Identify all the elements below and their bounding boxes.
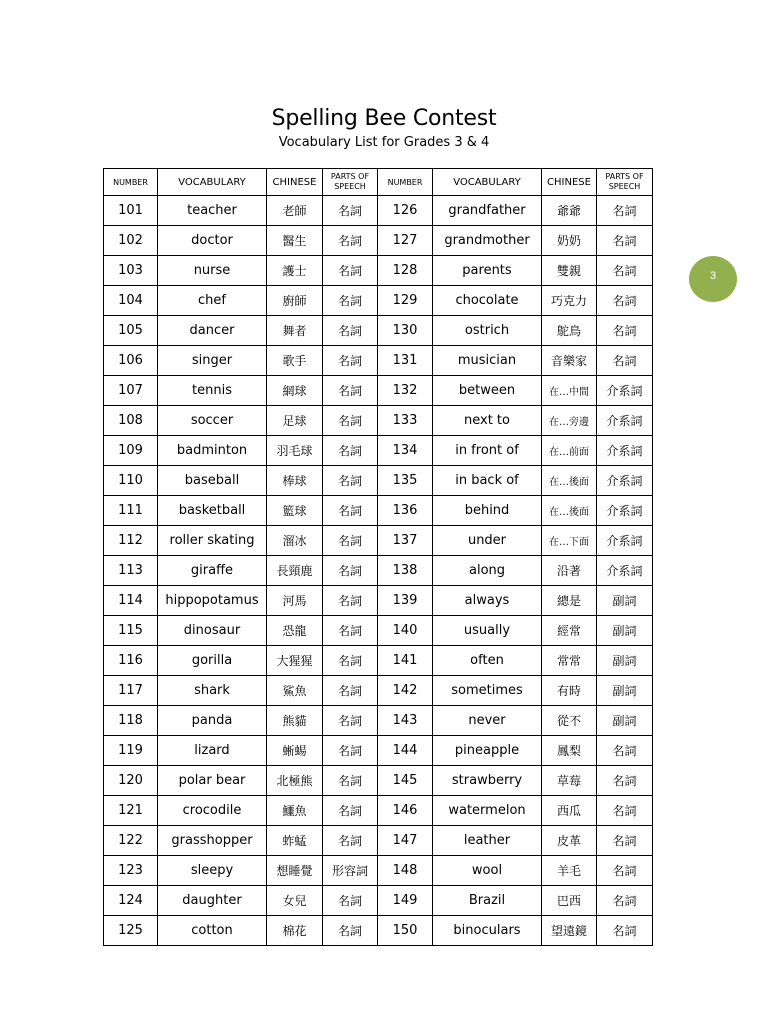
number-cell: 136 — [378, 496, 433, 526]
part-of-speech-cell: 名詞 — [323, 676, 378, 706]
number-cell: 103 — [104, 256, 158, 286]
number-cell: 150 — [378, 916, 433, 946]
vocabulary-cell: sometimes — [433, 676, 542, 706]
vocabulary-cell: ostrich — [433, 316, 542, 346]
part-of-speech-cell: 形容詞 — [323, 856, 378, 886]
vocabulary-cell: between — [433, 376, 542, 406]
chinese-cell: 在…下面 — [542, 526, 597, 556]
chinese-cell: 羽毛球 — [267, 436, 323, 466]
chinese-cell: 在…旁邊 — [542, 406, 597, 436]
part-of-speech-cell: 名詞 — [597, 346, 653, 376]
table-row — [104, 736, 653, 766]
number-cell: 106 — [104, 346, 158, 376]
table-row — [104, 286, 653, 316]
part-of-speech-cell: 副詞 — [597, 706, 653, 736]
part-of-speech-cell: 名詞 — [597, 886, 653, 916]
number-cell: 105 — [104, 316, 158, 346]
part-of-speech-cell: 名詞 — [323, 466, 378, 496]
part-of-speech-cell: 名詞 — [597, 196, 653, 226]
vocabulary-cell: musician — [433, 346, 542, 376]
chinese-cell: 沿著 — [542, 556, 597, 586]
chinese-cell: 棉花 — [267, 916, 323, 946]
number-cell: 123 — [104, 856, 158, 886]
table-row — [104, 586, 653, 616]
table-row — [104, 856, 653, 886]
vocabulary-cell: panda — [158, 706, 267, 736]
vocabulary-cell: teacher — [158, 196, 267, 226]
part-of-speech-cell: 名詞 — [323, 796, 378, 826]
header-chinese-right: CHINESE — [542, 169, 597, 196]
vocabulary-cell: tennis — [158, 376, 267, 406]
chinese-cell: 長頸鹿 — [267, 556, 323, 586]
chinese-cell: 恐龍 — [267, 616, 323, 646]
vocabulary-cell: under — [433, 526, 542, 556]
part-of-speech-cell: 介系詞 — [597, 526, 653, 556]
chinese-cell: 河馬 — [267, 586, 323, 616]
table-row — [104, 316, 653, 346]
number-cell: 141 — [378, 646, 433, 676]
number-cell: 115 — [104, 616, 158, 646]
vocabulary-cell: nurse — [158, 256, 267, 286]
number-cell: 142 — [378, 676, 433, 706]
number-cell: 120 — [104, 766, 158, 796]
chinese-cell: 蚱蜢 — [267, 826, 323, 856]
vocabulary-cell: usually — [433, 616, 542, 646]
chinese-cell: 蜥蜴 — [267, 736, 323, 766]
vocabulary-cell: watermelon — [433, 796, 542, 826]
vocabulary-cell: cotton — [158, 916, 267, 946]
chinese-cell: 經常 — [542, 616, 597, 646]
number-cell: 138 — [378, 556, 433, 586]
part-of-speech-cell: 名詞 — [323, 226, 378, 256]
chinese-cell: 大猩猩 — [267, 646, 323, 676]
vocabulary-cell: binoculars — [433, 916, 542, 946]
vocabulary-cell: behind — [433, 496, 542, 526]
number-cell: 139 — [378, 586, 433, 616]
part-of-speech-cell: 名詞 — [323, 376, 378, 406]
header-pos-line2: SPEECH — [608, 182, 641, 191]
number-cell: 110 — [104, 466, 158, 496]
chinese-cell: 女兒 — [267, 886, 323, 916]
chinese-cell: 鳳梨 — [542, 736, 597, 766]
chinese-cell: 護士 — [267, 256, 323, 286]
chinese-cell: 醫生 — [267, 226, 323, 256]
part-of-speech-cell: 副詞 — [597, 616, 653, 646]
part-of-speech-cell: 介系詞 — [597, 436, 653, 466]
table-header-row — [104, 169, 653, 196]
chinese-cell: 鱷魚 — [267, 796, 323, 826]
part-of-speech-cell: 名詞 — [597, 256, 653, 286]
part-of-speech-cell: 副詞 — [597, 586, 653, 616]
vocabulary-cell: soccer — [158, 406, 267, 436]
vocabulary-cell: pineapple — [433, 736, 542, 766]
number-cell: 146 — [378, 796, 433, 826]
part-of-speech-cell: 名詞 — [323, 406, 378, 436]
chinese-cell: 廚師 — [267, 286, 323, 316]
vocabulary-cell: grandmother — [433, 226, 542, 256]
vocabulary-cell: badminton — [158, 436, 267, 466]
part-of-speech-cell: 名詞 — [597, 796, 653, 826]
vocabulary-cell: lizard — [158, 736, 267, 766]
part-of-speech-cell: 名詞 — [323, 286, 378, 316]
vocabulary-cell: daughter — [158, 886, 267, 916]
table-row — [104, 436, 653, 466]
number-cell: 128 — [378, 256, 433, 286]
vocabulary-cell: often — [433, 646, 542, 676]
table-row — [104, 796, 653, 826]
vocabulary-cell: dancer — [158, 316, 267, 346]
part-of-speech-cell: 名詞 — [323, 436, 378, 466]
number-cell: 134 — [378, 436, 433, 466]
vocabulary-cell: singer — [158, 346, 267, 376]
vocabulary-cell: crocodile — [158, 796, 267, 826]
part-of-speech-cell: 名詞 — [597, 826, 653, 856]
table-row — [104, 916, 653, 946]
table-row — [104, 646, 653, 676]
header-vocabulary-left: VOCABULARY — [158, 169, 267, 196]
number-cell: 149 — [378, 886, 433, 916]
vocabulary-cell: in back of — [433, 466, 542, 496]
number-cell: 102 — [104, 226, 158, 256]
number-cell: 104 — [104, 286, 158, 316]
part-of-speech-cell: 名詞 — [323, 916, 378, 946]
number-cell: 125 — [104, 916, 158, 946]
table-body — [104, 196, 653, 946]
vocabulary-cell: along — [433, 556, 542, 586]
table-row — [104, 556, 653, 586]
vocabulary-cell: chocolate — [433, 286, 542, 316]
chinese-cell: 望遠鏡 — [542, 916, 597, 946]
chinese-cell: 從不 — [542, 706, 597, 736]
part-of-speech-cell: 介系詞 — [597, 466, 653, 496]
chinese-cell: 雙親 — [542, 256, 597, 286]
number-cell: 111 — [104, 496, 158, 526]
number-cell: 119 — [104, 736, 158, 766]
chinese-cell: 足球 — [267, 406, 323, 436]
header-pos-line1: PARTS OF — [605, 172, 644, 181]
chinese-cell: 在…前面 — [542, 436, 597, 466]
header-number-left: NUMBER — [104, 169, 158, 196]
vocabulary-cell: sleepy — [158, 856, 267, 886]
table-row — [104, 766, 653, 796]
vocabulary-cell: chef — [158, 286, 267, 316]
header-pos-line2: SPEECH — [334, 182, 366, 191]
vocabulary-cell: gorilla — [158, 646, 267, 676]
part-of-speech-cell: 名詞 — [597, 286, 653, 316]
table-row — [104, 826, 653, 856]
part-of-speech-cell: 介系詞 — [597, 496, 653, 526]
part-of-speech-cell: 名詞 — [323, 736, 378, 766]
header-parts-of-speech-right — [597, 169, 653, 196]
number-cell: 130 — [378, 316, 433, 346]
number-cell: 118 — [104, 706, 158, 736]
chinese-cell: 想睡覺 — [267, 856, 323, 886]
number-cell: 135 — [378, 466, 433, 496]
number-cell: 122 — [104, 826, 158, 856]
chinese-cell: 在…後面 — [542, 466, 597, 496]
chinese-cell: 熊貓 — [267, 706, 323, 736]
part-of-speech-cell: 名詞 — [323, 556, 378, 586]
vocabulary-table — [103, 168, 653, 946]
vocabulary-cell: never — [433, 706, 542, 736]
vocabulary-cell: parents — [433, 256, 542, 286]
table-row — [104, 676, 653, 706]
vocabulary-cell: leather — [433, 826, 542, 856]
part-of-speech-cell: 名詞 — [323, 346, 378, 376]
vocabulary-cell: doctor — [158, 226, 267, 256]
vocabulary-cell: strawberry — [433, 766, 542, 796]
chinese-cell: 音樂家 — [542, 346, 597, 376]
part-of-speech-cell: 名詞 — [323, 526, 378, 556]
vocabulary-cell: grandfather — [433, 196, 542, 226]
table-row — [104, 226, 653, 256]
table-row — [104, 526, 653, 556]
vocabulary-cell: wool — [433, 856, 542, 886]
chinese-cell: 在…中間 — [542, 376, 597, 406]
chinese-cell: 總是 — [542, 586, 597, 616]
vocabulary-cell: grasshopper — [158, 826, 267, 856]
vocabulary-cell: Brazil — [433, 886, 542, 916]
header-parts-of-speech-left — [323, 169, 378, 196]
chinese-cell: 奶奶 — [542, 226, 597, 256]
number-cell: 117 — [104, 676, 158, 706]
header-vocabulary-right: VOCABULARY — [433, 169, 542, 196]
chinese-cell: 鴕鳥 — [542, 316, 597, 346]
number-cell: 109 — [104, 436, 158, 466]
part-of-speech-cell: 名詞 — [323, 766, 378, 796]
table-row — [104, 466, 653, 496]
number-cell: 145 — [378, 766, 433, 796]
part-of-speech-cell: 介系詞 — [597, 556, 653, 586]
chinese-cell: 溜冰 — [267, 526, 323, 556]
table-row — [104, 706, 653, 736]
part-of-speech-cell: 名詞 — [323, 496, 378, 526]
vocabulary-cell: next to — [433, 406, 542, 436]
table-row — [104, 196, 653, 226]
part-of-speech-cell: 名詞 — [323, 316, 378, 346]
number-cell: 107 — [104, 376, 158, 406]
chinese-cell: 北極熊 — [267, 766, 323, 796]
table-row — [104, 346, 653, 376]
chinese-cell: 棒球 — [267, 466, 323, 496]
number-cell: 116 — [104, 646, 158, 676]
chinese-cell: 巧克力 — [542, 286, 597, 316]
vocabulary-cell: baseball — [158, 466, 267, 496]
chinese-cell: 常常 — [542, 646, 597, 676]
number-cell: 121 — [104, 796, 158, 826]
part-of-speech-cell: 名詞 — [323, 886, 378, 916]
table-row — [104, 406, 653, 436]
header-chinese-left: CHINESE — [267, 169, 323, 196]
number-cell: 140 — [378, 616, 433, 646]
number-cell: 131 — [378, 346, 433, 376]
part-of-speech-cell: 名詞 — [323, 196, 378, 226]
table-row — [104, 616, 653, 646]
part-of-speech-cell: 名詞 — [323, 586, 378, 616]
vocabulary-cell: always — [433, 586, 542, 616]
vocabulary-cell: basketball — [158, 496, 267, 526]
chinese-cell: 羊毛 — [542, 856, 597, 886]
vocabulary-cell: roller skating — [158, 526, 267, 556]
part-of-speech-cell: 名詞 — [597, 916, 653, 946]
chinese-cell: 草莓 — [542, 766, 597, 796]
number-cell: 101 — [104, 196, 158, 226]
table-row — [104, 886, 653, 916]
number-cell: 127 — [378, 226, 433, 256]
part-of-speech-cell: 名詞 — [323, 646, 378, 676]
vocabulary-cell: giraffe — [158, 556, 267, 586]
chinese-cell: 老師 — [267, 196, 323, 226]
vocabulary-cell: shark — [158, 676, 267, 706]
chinese-cell: 皮革 — [542, 826, 597, 856]
number-cell: 108 — [104, 406, 158, 436]
chinese-cell: 有時 — [542, 676, 597, 706]
chinese-cell: 舞者 — [267, 316, 323, 346]
part-of-speech-cell: 名詞 — [597, 736, 653, 766]
number-cell: 132 — [378, 376, 433, 406]
number-cell: 144 — [378, 736, 433, 766]
part-of-speech-cell: 名詞 — [323, 826, 378, 856]
chinese-cell: 在…後面 — [542, 496, 597, 526]
part-of-speech-cell: 副詞 — [597, 646, 653, 676]
header-pos-line1: PARTS OF — [330, 172, 370, 181]
number-cell: 124 — [104, 886, 158, 916]
chinese-cell: 網球 — [267, 376, 323, 406]
table-row — [104, 256, 653, 286]
part-of-speech-cell: 名詞 — [323, 616, 378, 646]
vocabulary-cell: in front of — [433, 436, 542, 466]
part-of-speech-cell: 介系詞 — [597, 406, 653, 436]
part-of-speech-cell: 副詞 — [597, 676, 653, 706]
part-of-speech-cell: 名詞 — [323, 706, 378, 736]
part-of-speech-cell: 名詞 — [597, 856, 653, 886]
chinese-cell: 巴西 — [542, 886, 597, 916]
part-of-speech-cell: 名詞 — [323, 256, 378, 286]
vocabulary-cell: hippopotamus — [158, 586, 267, 616]
number-cell: 112 — [104, 526, 158, 556]
part-of-speech-cell: 介系詞 — [597, 376, 653, 406]
number-cell: 129 — [378, 286, 433, 316]
page-title: Spelling Bee Contest — [271, 106, 497, 131]
number-cell: 133 — [378, 406, 433, 436]
number-cell: 143 — [378, 706, 433, 736]
table-row — [104, 496, 653, 526]
chinese-cell: 西瓜 — [542, 796, 597, 826]
number-cell: 148 — [378, 856, 433, 886]
table-row — [104, 376, 653, 406]
number-cell: 147 — [378, 826, 433, 856]
number-cell: 113 — [104, 556, 158, 586]
chinese-cell: 鯊魚 — [267, 676, 323, 706]
number-cell: 137 — [378, 526, 433, 556]
vocabulary-cell: dinosaur — [158, 616, 267, 646]
chinese-cell: 爺爺 — [542, 196, 597, 226]
page-subtitle: Vocabulary List for Grades 3 & 4 — [278, 135, 490, 150]
part-of-speech-cell: 名詞 — [597, 766, 653, 796]
header-number-right: NUMBER — [378, 169, 433, 196]
chinese-cell: 籃球 — [267, 496, 323, 526]
number-cell: 114 — [104, 586, 158, 616]
chinese-cell: 歌手 — [267, 346, 323, 376]
page-number-badge: 3 — [689, 256, 737, 302]
number-cell: 126 — [378, 196, 433, 226]
vocabulary-cell: polar bear — [158, 766, 267, 796]
part-of-speech-cell: 名詞 — [597, 316, 653, 346]
part-of-speech-cell: 名詞 — [597, 226, 653, 256]
